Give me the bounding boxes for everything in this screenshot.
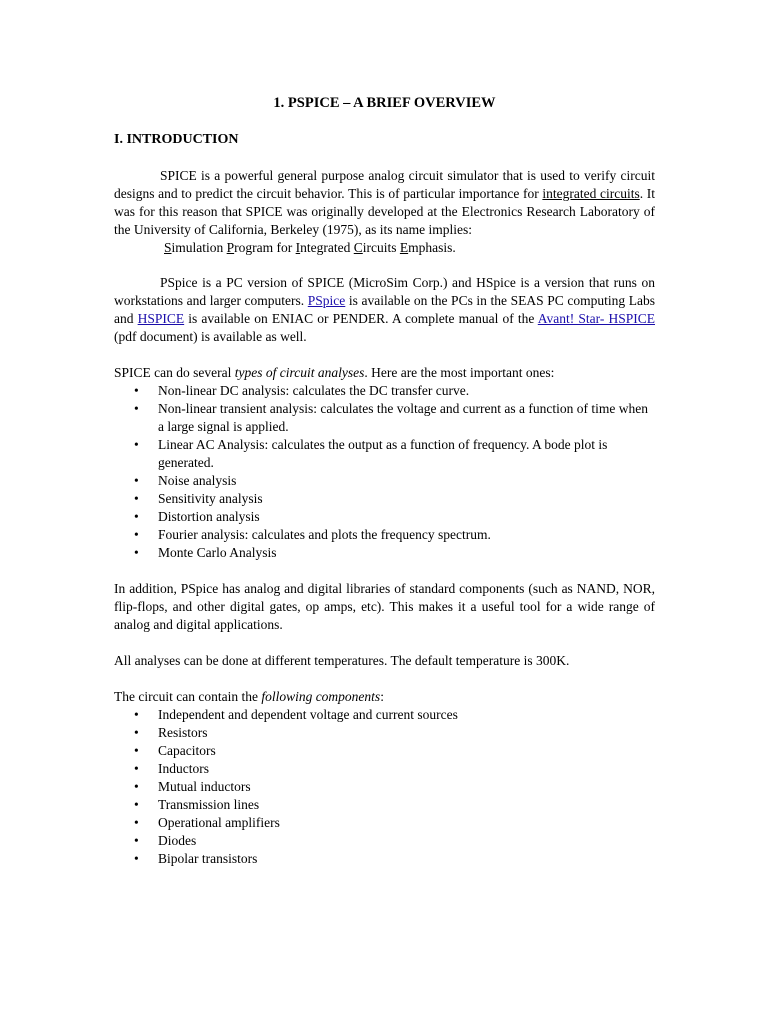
hspice-link[interactable]: HSPICE xyxy=(137,311,185,326)
analyses-list xyxy=(114,382,655,562)
list-item: • Linear AC Analysis: calculates the output as a function of frequency. A bode plot is generated. xyxy=(114,436,655,472)
spice-acronym-line xyxy=(114,239,655,257)
pspice-text-b: is available on the PCs in the SEAS PC computing Labs and xyxy=(114,293,655,326)
components-intro-italic: following components xyxy=(261,689,381,704)
list-item: • Transmission lines xyxy=(114,796,655,814)
document-page xyxy=(114,92,655,868)
list-item: • Mutual inductors xyxy=(114,778,655,796)
components-intro-text: The circuit can contain the xyxy=(114,689,262,704)
list-item: • Operational amplifiers xyxy=(114,814,655,832)
libraries-paragraph: In addition, PSpice has analog and digital libraries of standard components (such as NAND, NOR, flip-flops, and other digital gates, op amps, etc). This makes it a useful tool for a wide range of analog and digital applications. xyxy=(114,581,655,632)
analyses-intro-tail: . Here are the most important ones: xyxy=(364,365,555,380)
pspice-link[interactable]: PSpice xyxy=(307,293,346,308)
list-item: • Non-linear DC analysis: calculates the DC transfer curve. xyxy=(114,382,655,400)
intro-text-end: . It was for this reason that SPICE was originally developed at the Electronics Research Laboratory of the University of California, Berkeley (1975), as its name implies: xyxy=(114,186,655,237)
acronym-letter-e: E xyxy=(399,240,409,255)
list-item: • Non-linear transient analysis: calculates the voltage and current as a function of time when a large signal is applied. xyxy=(114,400,655,436)
acronym-word-emphasis: mphasis. xyxy=(408,240,456,255)
list-item: • Distortion analysis xyxy=(114,508,655,526)
list-item: • Resistors xyxy=(114,724,655,742)
list-item: • Sensitivity analysis xyxy=(114,490,655,508)
components-list xyxy=(114,706,655,868)
acronym-letter-c: C xyxy=(353,240,363,255)
list-item: • Diodes xyxy=(114,832,655,850)
analyses-intro-text: SPICE can do several xyxy=(114,365,235,380)
pspice-paragraph xyxy=(114,274,655,346)
acronym-letter-p: P xyxy=(226,240,235,255)
intro-paragraph xyxy=(114,167,655,239)
list-item: • Inductors xyxy=(114,760,655,778)
intro-text-start: SPICE is a powerful general purpose analog circuit simulator that is used to verify circuit designs and to predict the circuit behavior. This is of particular importance for xyxy=(114,168,655,201)
acronym-letter-s: S xyxy=(164,240,172,255)
pspice-text-a: PSpice is a PC version of SPICE (MicroSim Corp.) and HSpice is a version that runs on workstations and larger computers. xyxy=(114,275,655,308)
acronym-word-circuits: ircuits xyxy=(362,240,400,255)
pspice-text-d: (pdf document) is available as well. xyxy=(114,329,307,344)
acronym-word-program: rogram for xyxy=(234,240,296,255)
pspice-text-c: is available on ENIAC or PENDER. A complete manual of the xyxy=(184,311,538,326)
list-item: • Fourier analysis: calculates and plots the frequency spectrum. xyxy=(114,526,655,544)
components-intro xyxy=(114,688,655,706)
analyses-intro xyxy=(114,364,655,382)
integrated-circuits-underlined: integrated circuits xyxy=(542,186,640,201)
acronym-letter-i: I xyxy=(295,240,301,255)
analyses-intro-italic: types of circuit analyses xyxy=(234,365,365,380)
document-title: 1. PSPICE – A BRIEF OVERVIEW xyxy=(273,95,496,111)
acronym-word-integrated: ntegrated xyxy=(300,240,354,255)
list-item: • Bipolar transistors xyxy=(114,850,655,868)
temperature-paragraph: All analyses can be done at different temperatures. The default temperature is 300K. xyxy=(114,653,570,668)
list-item: • Noise analysis xyxy=(114,472,655,490)
list-item: • Capacitors xyxy=(114,742,655,760)
avant-star-hspice-link[interactable]: Avant! Star- HSPICE xyxy=(537,311,655,326)
acronym-word-simulation: imulation xyxy=(171,240,227,255)
components-intro-tail: : xyxy=(380,689,384,704)
list-item: • Monte Carlo Analysis xyxy=(114,544,655,562)
section-heading-introduction: I. INTRODUCTION xyxy=(114,132,239,147)
list-item: • Independent and dependent voltage and current sources xyxy=(114,706,655,724)
